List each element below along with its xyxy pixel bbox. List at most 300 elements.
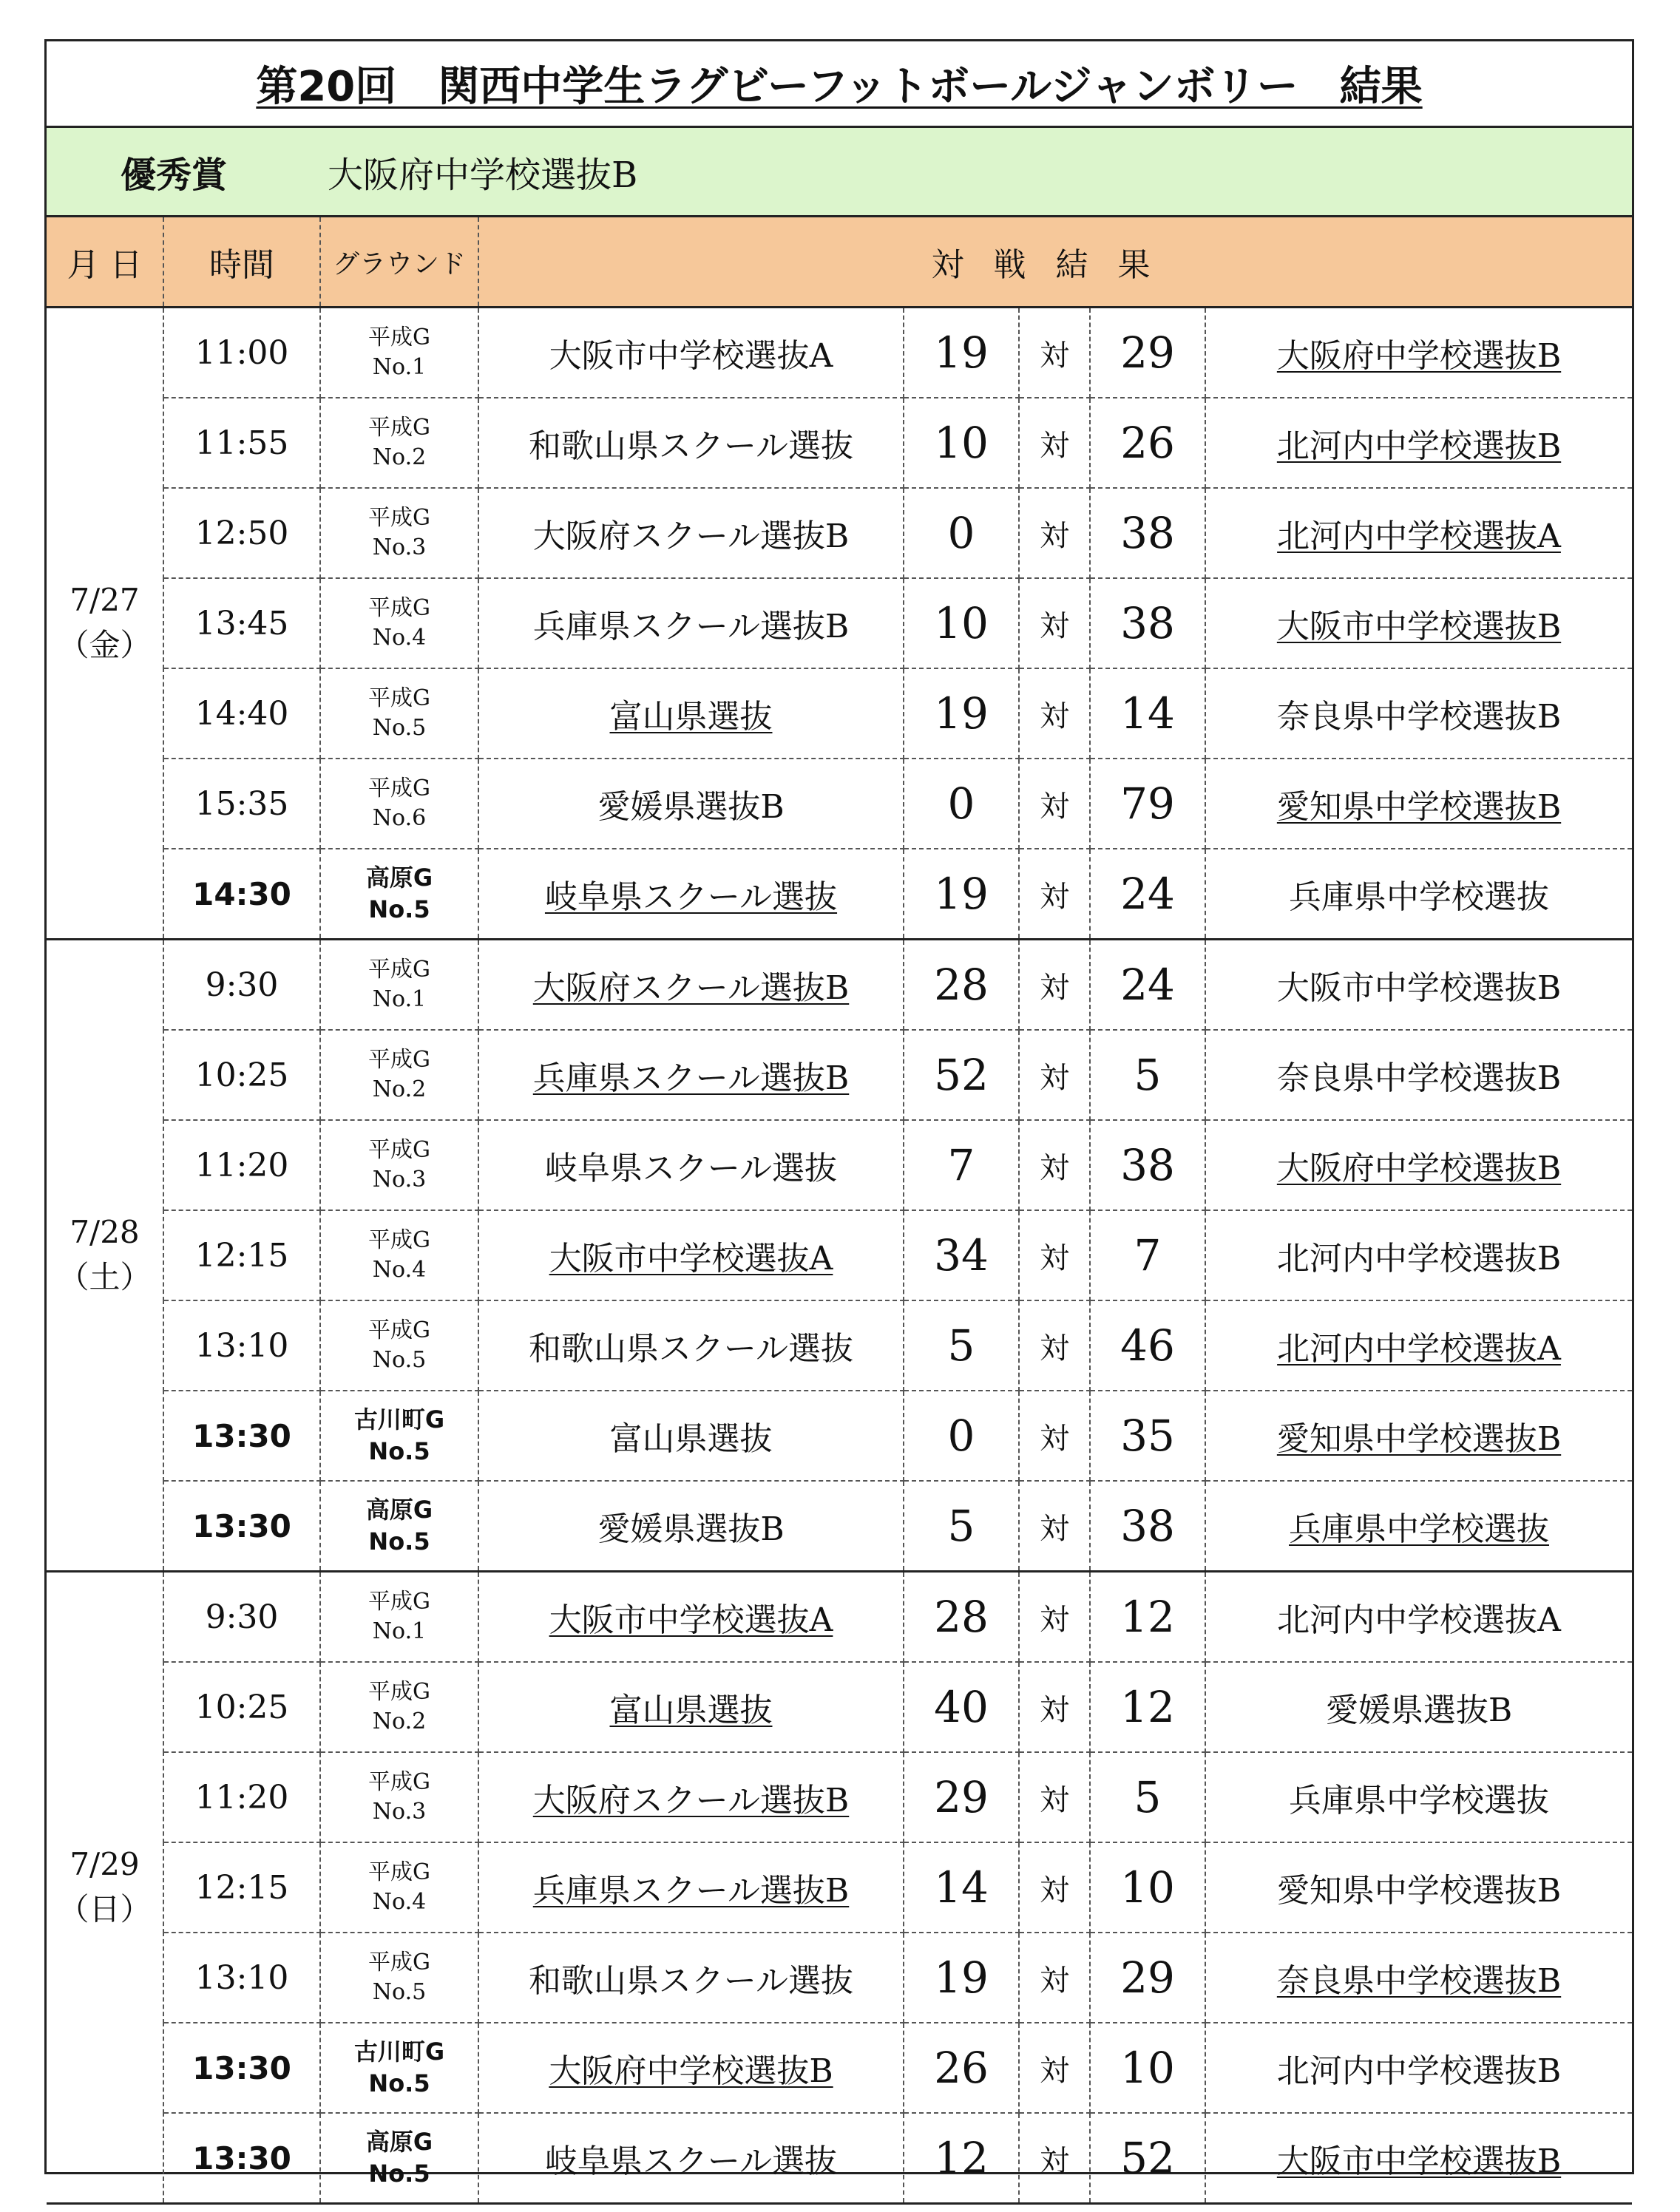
match-row [47,308,1632,398]
ground-name: 古川町G [353,1405,445,1434]
match-time-text: 11:20 [194,1778,289,1816]
match-row [47,2113,1632,2204]
vs-label [1019,308,1090,398]
vs-label [1019,1210,1090,1300]
match-time-text: 15:35 [194,784,289,823]
match-time-text: 11:55 [194,424,289,462]
away-score-text: 38 [1120,1501,1175,1551]
vs-label-text: 対 [1040,1331,1069,1365]
match-ground [320,849,478,940]
match-ground [320,488,478,578]
ground-name: 平成G [368,1317,430,1343]
home-score [904,1572,1019,1663]
away-score-text: 24 [1120,869,1175,919]
vs-label [1019,940,1090,1031]
away-team [1205,1120,1632,1210]
home-team [478,398,904,488]
date-day: 7/29 [70,1846,140,1883]
ground-name: 平成G [368,414,430,441]
home-team-text: 岐阜県スクール選抜 [544,1150,838,1187]
home-score-text: 19 [934,328,989,378]
ground-number: No.1 [372,354,427,380]
vs-label [1019,759,1090,849]
ground-number: No.3 [372,535,427,560]
match-time [163,2113,320,2204]
vs-label [1019,2113,1090,2204]
match-ground [320,308,478,398]
match-time [163,668,320,759]
ground-name: 平成G [368,1949,430,1975]
match-row [47,488,1632,578]
match-row [47,1391,1632,1481]
home-score [904,308,1019,398]
vs-label-text: 対 [1040,1060,1069,1095]
match-time-text: 10:25 [194,1056,289,1094]
vs-label-text: 対 [1040,608,1069,643]
ground-name: 平成G [368,504,430,531]
match-row [47,1481,1632,1572]
match-row [47,1662,1632,1752]
vs-label [1019,1481,1090,1572]
home-team-text: 岐阜県スクール選抜 [544,878,838,916]
match-time [163,849,320,940]
match-row [47,398,1632,488]
home-score [904,668,1019,759]
home-score-text: 10 [934,598,989,648]
away-score-text: 52 [1120,2133,1175,2183]
away-score-text: 24 [1120,960,1175,1010]
away-team-text: 北河内中学校選抜A [1277,518,1561,555]
match-time-text: 12:50 [194,514,289,552]
match-row [47,668,1632,759]
ground-name: 平成G [368,1227,430,1253]
away-team [1205,1481,1632,1572]
match-ground [320,1752,478,1842]
ground-number: No.5 [372,1347,427,1373]
vs-label [1019,1572,1090,1663]
away-score-text: 5 [1134,1050,1162,1100]
away-score-text: 38 [1120,508,1175,558]
match-time [163,1481,320,1572]
home-team-text: 大阪府中学校選抜B [549,2052,833,2090]
match-time [163,1933,320,2023]
home-team [478,1842,904,1933]
home-score-text: 5 [947,1320,975,1371]
match-time [163,759,320,849]
away-team-text: 大阪市中学校選抜B [1276,969,1562,1007]
match-ground [320,1391,478,1481]
vs-label-text: 対 [1040,1602,1069,1637]
ground-name: 平成G [368,594,430,621]
home-score-text: 29 [934,1772,989,1822]
away-team-text: 大阪市中学校選抜B [1276,608,1562,645]
date-weekday: （土） [58,1259,152,1295]
away-team-text: 愛媛県選抜B [1325,1692,1513,1729]
match-ground [320,940,478,1031]
home-score [904,1030,1019,1120]
away-score-text: 79 [1120,778,1175,829]
away-score [1090,940,1205,1031]
date-day: 7/27 [70,582,140,619]
match-time [163,1662,320,1752]
ground-number: No.4 [372,1889,427,1915]
ground-name: 平成G [368,1678,430,1705]
away-team [1205,1933,1632,2023]
vs-label [1019,1391,1090,1481]
award-banner [47,128,1632,217]
away-team-text: 北河内中学校選抜A [1277,1601,1561,1639]
home-team [478,668,904,759]
home-score-text: 28 [934,1592,989,1642]
match-time-text: 13:30 [192,1507,291,1544]
home-score-text: 52 [934,1050,989,1100]
match-ground [320,1662,478,1752]
match-date [47,1572,163,2204]
ground-name: 古川町G [353,2037,445,2066]
away-team-text: 奈良県中学校選抜B [1276,1962,1562,2000]
match-time [163,1752,320,1842]
home-team [478,849,904,940]
match-time-text: 13:30 [192,2049,291,2086]
home-team-text: 兵庫県スクール選抜B [532,608,850,645]
away-team [1205,1842,1632,1933]
match-time [163,1572,320,1663]
home-score [904,1662,1019,1752]
away-score [1090,578,1205,668]
home-team [478,940,904,1031]
home-team [478,578,904,668]
home-team-text: 兵庫県スクール選抜B [532,1872,850,1910]
away-team-text: 兵庫県中学校選抜 [1289,1782,1550,1819]
away-team [1205,759,1632,849]
away-score [1090,668,1205,759]
away-score-text: 38 [1120,598,1175,648]
award-label: 優秀賞 [121,154,228,196]
vs-label-text: 対 [1040,338,1069,373]
home-score-text: 19 [934,1953,989,2003]
away-team [1205,1030,1632,1120]
match-ground [320,2023,478,2113]
home-score [904,398,1019,488]
away-team-text: 愛知県中学校選抜B [1276,1420,1562,1458]
vs-label-text: 対 [1040,1241,1069,1275]
ground-number: No.5 [368,2069,430,2097]
ground-name: 高原G [365,2127,433,2156]
away-score-text: 12 [1120,1592,1175,1642]
match-row [47,1572,1632,1663]
away-score [1090,1842,1205,1933]
match-time-text: 14:40 [194,694,289,733]
match-time-text: 14:30 [192,875,291,912]
home-team [478,308,904,398]
ground-name: 高原G [365,863,433,892]
ground-name: 平成G [368,1046,430,1073]
match-row [47,1933,1632,2023]
ground-number: No.1 [372,986,427,1012]
header-date: 月 日 [47,217,163,308]
match-row [47,1030,1632,1120]
away-score-text: 38 [1120,1140,1175,1190]
away-score-text: 10 [1120,2043,1175,2093]
match-time [163,940,320,1031]
away-score [1090,1120,1205,1210]
home-score [904,2023,1019,2113]
match-ground [320,578,478,668]
match-time [163,308,320,398]
vs-label [1019,1933,1090,2023]
home-team-text: 和歌山県スクール選抜 [528,1330,854,1368]
match-time-text: 12:15 [194,1868,289,1907]
home-team-text: 愛媛県選抜B [597,1510,785,1548]
match-ground [320,1481,478,1572]
away-score-text: 26 [1120,418,1175,468]
ground-name: 平成G [368,685,430,711]
match-time [163,1030,320,1120]
ground-number: No.5 [372,1979,427,2005]
away-score [1090,488,1205,578]
vs-label [1019,398,1090,488]
away-score-text: 29 [1120,1953,1175,2003]
ground-number: No.4 [372,625,427,651]
home-team-text: 富山県選抜 [609,1420,773,1458]
home-team-text: 富山県選抜 [609,1692,773,1729]
vs-label [1019,578,1090,668]
home-team [478,1120,904,1210]
away-team [1205,488,1632,578]
vs-label [1019,488,1090,578]
match-ground [320,1572,478,1663]
home-score-text: 19 [934,869,989,919]
home-team [478,759,904,849]
away-team [1205,849,1632,940]
home-score [904,759,1019,849]
away-team [1205,1210,1632,1300]
home-score [904,1300,1019,1391]
match-ground [320,1842,478,1933]
away-team [1205,1300,1632,1391]
match-ground [320,668,478,759]
match-ground [320,1030,478,1120]
match-time-text: 12:15 [194,1236,289,1275]
away-team [1205,1391,1632,1481]
away-score-text: 12 [1120,1682,1175,1732]
ground-number: No.5 [368,1527,430,1555]
match-row [47,1120,1632,1210]
ground-number: No.3 [372,1167,427,1192]
home-score-text: 7 [947,1140,975,1190]
vs-label [1019,1752,1090,1842]
away-score-text: 7 [1134,1230,1162,1280]
away-score-text: 29 [1120,328,1175,378]
vs-label-text: 対 [1040,699,1069,733]
header-result: 対戦結果 [478,217,1632,308]
home-team [478,1752,904,1842]
away-score [1090,1030,1205,1120]
match-ground [320,1300,478,1391]
page-title [47,41,1632,128]
results-body [47,308,1632,2204]
match-row [47,759,1632,849]
match-time [163,1842,320,1933]
match-time-text: 11:00 [194,333,289,372]
home-score [904,2113,1019,2204]
match-time-text: 13:10 [194,1326,289,1365]
home-score [904,1842,1019,1933]
vs-label-text: 対 [1040,1421,1069,1456]
away-team-text: 兵庫県中学校選抜 [1289,1510,1550,1548]
match-time-text: 13:30 [192,2140,291,2177]
home-score-text: 5 [947,1501,975,1551]
match-time [163,578,320,668]
home-team [478,1391,904,1481]
away-score [1090,308,1205,398]
away-team [1205,1752,1632,1842]
away-team-text: 北河内中学校選抜A [1277,1330,1561,1368]
away-score [1090,1662,1205,1752]
vs-label-text: 対 [1040,970,1069,1005]
award-team: 大阪府中学校選抜B [328,154,638,196]
ground-name: 平成G [368,324,430,350]
away-score [1090,1752,1205,1842]
home-score-text: 28 [934,960,989,1010]
away-score [1090,398,1205,488]
match-ground [320,1120,478,1210]
match-time-text: 10:25 [194,1688,289,1726]
match-row [47,2023,1632,2113]
vs-label-text: 対 [1040,1963,1069,1998]
results-sheet [44,39,1634,2188]
match-row [47,940,1632,1031]
home-team-text: 愛媛県選抜B [597,788,785,826]
home-team-text: 兵庫県スクール選抜B [532,1059,850,1097]
home-team [478,1030,904,1120]
ground-name: 平成G [368,1136,430,1163]
home-score-text: 0 [947,778,975,829]
ground-number: No.2 [372,1076,427,1102]
match-row [47,1300,1632,1391]
ground-number: No.5 [368,1437,430,1465]
away-team [1205,668,1632,759]
home-team-text: 岐阜県スクール選抜 [544,2143,838,2180]
home-team-text: 大阪府スクール選抜B [532,1782,850,1819]
home-team [478,1210,904,1300]
away-team [1205,2113,1632,2204]
ground-number: No.3 [372,1799,427,1825]
home-team-text: 富山県選抜 [609,698,773,736]
match-time-text: 13:45 [194,604,289,642]
header-row [47,217,1632,308]
match-time [163,1120,320,1210]
match-ground [320,759,478,849]
home-team-text: 和歌山県スクール選抜 [528,427,854,465]
away-score [1090,2113,1205,2204]
home-score [904,488,1019,578]
match-time-text: 13:10 [194,1958,289,1997]
ground-number: No.2 [372,1709,427,1734]
header-time: 時間 [163,217,320,308]
match-ground [320,2113,478,2204]
match-time [163,1300,320,1391]
home-team-text: 大阪府スクール選抜B [532,518,850,555]
away-team [1205,1572,1632,1663]
home-score-text: 0 [947,1411,975,1461]
away-team-text: 奈良県中学校選抜B [1276,698,1562,736]
header-ground: グラウンド [320,217,478,308]
home-score [904,1752,1019,1842]
home-score-text: 26 [934,2043,989,2093]
ground-number: No.2 [372,444,427,470]
away-score-text: 35 [1120,1411,1175,1461]
vs-label [1019,2023,1090,2113]
home-team [478,1481,904,1572]
home-score [904,849,1019,940]
ground-name: 高原G [365,1495,433,1524]
vs-label-text: 対 [1040,2053,1069,2088]
away-team-text: 北河内中学校選抜B [1276,1240,1562,1278]
away-team-text: 愛知県中学校選抜B [1276,1872,1562,1910]
vs-label [1019,849,1090,940]
away-score [1090,1572,1205,1663]
away-team-text: 北河内中学校選抜B [1276,427,1562,465]
away-score [1090,1210,1205,1300]
away-team-text: 大阪市中学校選抜B [1276,2143,1562,2180]
home-score [904,940,1019,1031]
away-score [1090,759,1205,849]
away-team-text: 大阪府中学校選抜B [1276,1150,1562,1187]
away-score [1090,1391,1205,1481]
vs-label-text: 対 [1040,1782,1069,1817]
date-day: 7/28 [70,1214,140,1251]
away-score [1090,1933,1205,2023]
match-time [163,488,320,578]
home-team-text: 大阪市中学校選抜A [549,1601,833,1639]
home-score-text: 19 [934,688,989,739]
home-team [478,2113,904,2204]
home-team [478,488,904,578]
away-score-text: 46 [1120,1320,1175,1371]
match-time-text: 9:30 [205,1598,279,1636]
home-score [904,1391,1019,1481]
match-row [47,849,1632,940]
away-score [1090,849,1205,940]
ground-name: 平成G [368,1859,430,1885]
ground-number: No.5 [368,2160,430,2188]
ground-number: No.5 [372,715,427,741]
match-row [47,1842,1632,1933]
ground-name: 平成G [368,956,430,983]
home-team-text: 和歌山県スクール選抜 [528,1962,854,2000]
home-score [904,1120,1019,1210]
match-date [47,940,163,1572]
match-row [47,1210,1632,1300]
vs-label [1019,668,1090,759]
away-team-text: 北河内中学校選抜B [1276,2052,1562,2090]
page-title-text: 第20回 関西中学生ラグビーフットボールジャンボリー 結果 [256,63,1423,111]
match-time [163,1210,320,1300]
away-team-text: 兵庫県中学校選抜 [1289,878,1550,916]
ground-number: No.4 [372,1257,427,1283]
ground-number: No.1 [372,1618,427,1644]
home-team-text: 大阪市中学校選抜A [549,1240,833,1278]
vs-label-text: 対 [1040,2143,1069,2178]
ground-name: 平成G [368,1768,430,1795]
ground-name: 平成G [368,775,430,801]
match-time-text: 13:30 [192,1417,291,1454]
match-time [163,398,320,488]
vs-label [1019,1030,1090,1120]
match-row [47,1752,1632,1842]
ground-number: No.6 [372,805,427,831]
